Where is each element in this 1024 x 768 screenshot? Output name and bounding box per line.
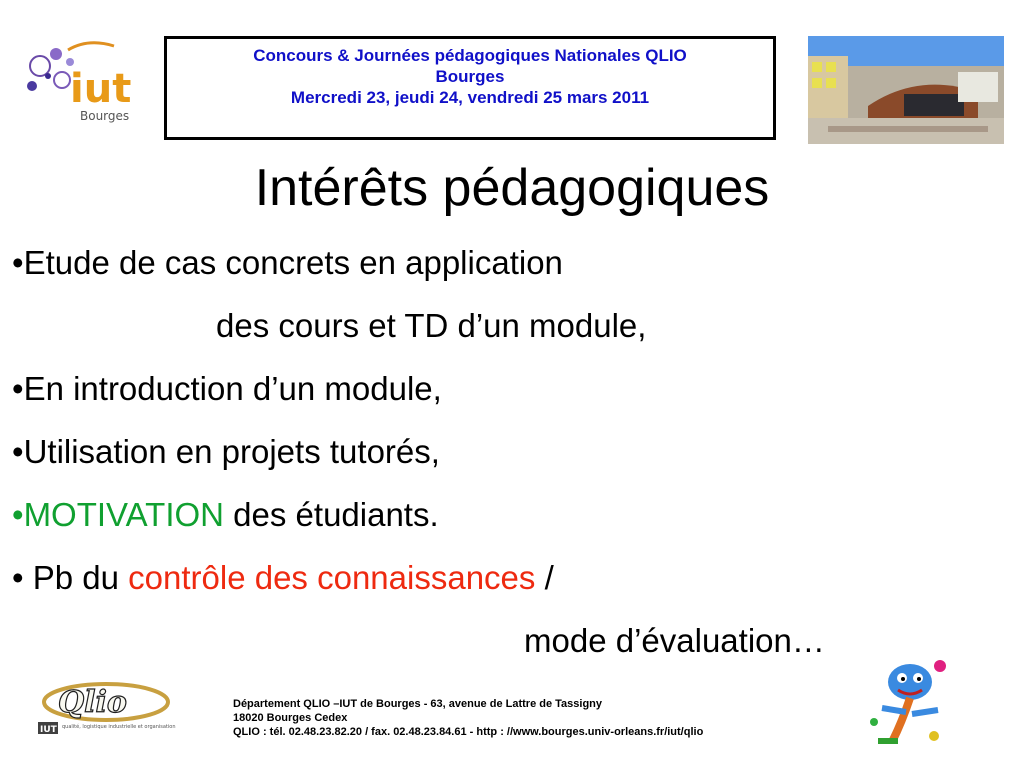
footer-line: Département QLIO –IUT de Bourges - 63, avenue de Lattre de Tassigny	[233, 698, 603, 710]
bullet-text: des cours et TD d’un module,	[216, 307, 647, 344]
motivation-highlight: MOTIVATION	[23, 496, 224, 533]
bullet-continuation	[216, 307, 646, 345]
bullet-item	[12, 433, 440, 471]
bullet-prefix: Pb du	[32, 559, 129, 596]
banner-line-3: Mercredi 23, jeudi 24, vendredi 25 mars 2011	[290, 88, 650, 107]
slide-title: Intérêts pédagogiques	[254, 159, 770, 217]
bullet-marker: •	[12, 244, 24, 281]
bullet-suffix: /	[535, 559, 554, 596]
bullet-text: des étudiants.	[224, 496, 439, 533]
bullet-item	[12, 244, 563, 282]
bullet-text: En introduction d’un module,	[23, 370, 442, 407]
bullet-marker: •	[12, 370, 24, 407]
building-photo	[808, 36, 1004, 144]
bullet-marker: •	[12, 559, 33, 596]
banner-line-1: Concours & Journées pédagogiques Nationales QLIO	[253, 46, 687, 65]
event-banner	[164, 36, 776, 140]
bullet-item	[12, 370, 442, 408]
qlio-logo	[36, 680, 176, 740]
bullet-text: Utilisation en projets tutorés,	[23, 433, 440, 470]
banner-line-2: Bourges	[435, 67, 505, 86]
svg-text:iut: iut	[70, 66, 132, 112]
bullet-continuation	[524, 622, 825, 660]
footer-line: 18020 Bourges Cedex	[233, 712, 348, 724]
bullet-marker: •	[12, 496, 24, 533]
bullet-text: Etude de cas concrets en application	[23, 244, 563, 281]
bullet-item	[12, 496, 439, 534]
mascot-lizard	[862, 652, 954, 754]
footer-line: QLIO : tél. 02.48.23.82.20 / fax. 02.48.23.84.61 - http : //www.bourges.univ-orleans.fr/iut/qlio	[233, 726, 704, 738]
bullet-item	[12, 559, 554, 597]
footer-address	[233, 697, 703, 739]
svg-text:Bourges: Bourges	[80, 109, 130, 123]
bullet-text: mode d’évaluation…	[524, 622, 825, 659]
qlio-logo-caption: qualité, logistique industrielle et organisation	[62, 724, 176, 730]
iut-bourges-logo	[18, 36, 148, 128]
controle-highlight: contrôle des connaissances	[128, 559, 536, 596]
qlio-logo-text: Qlio	[58, 685, 127, 720]
qlio-logo-tag: IUT	[40, 725, 57, 735]
bullet-marker: •	[12, 433, 24, 470]
